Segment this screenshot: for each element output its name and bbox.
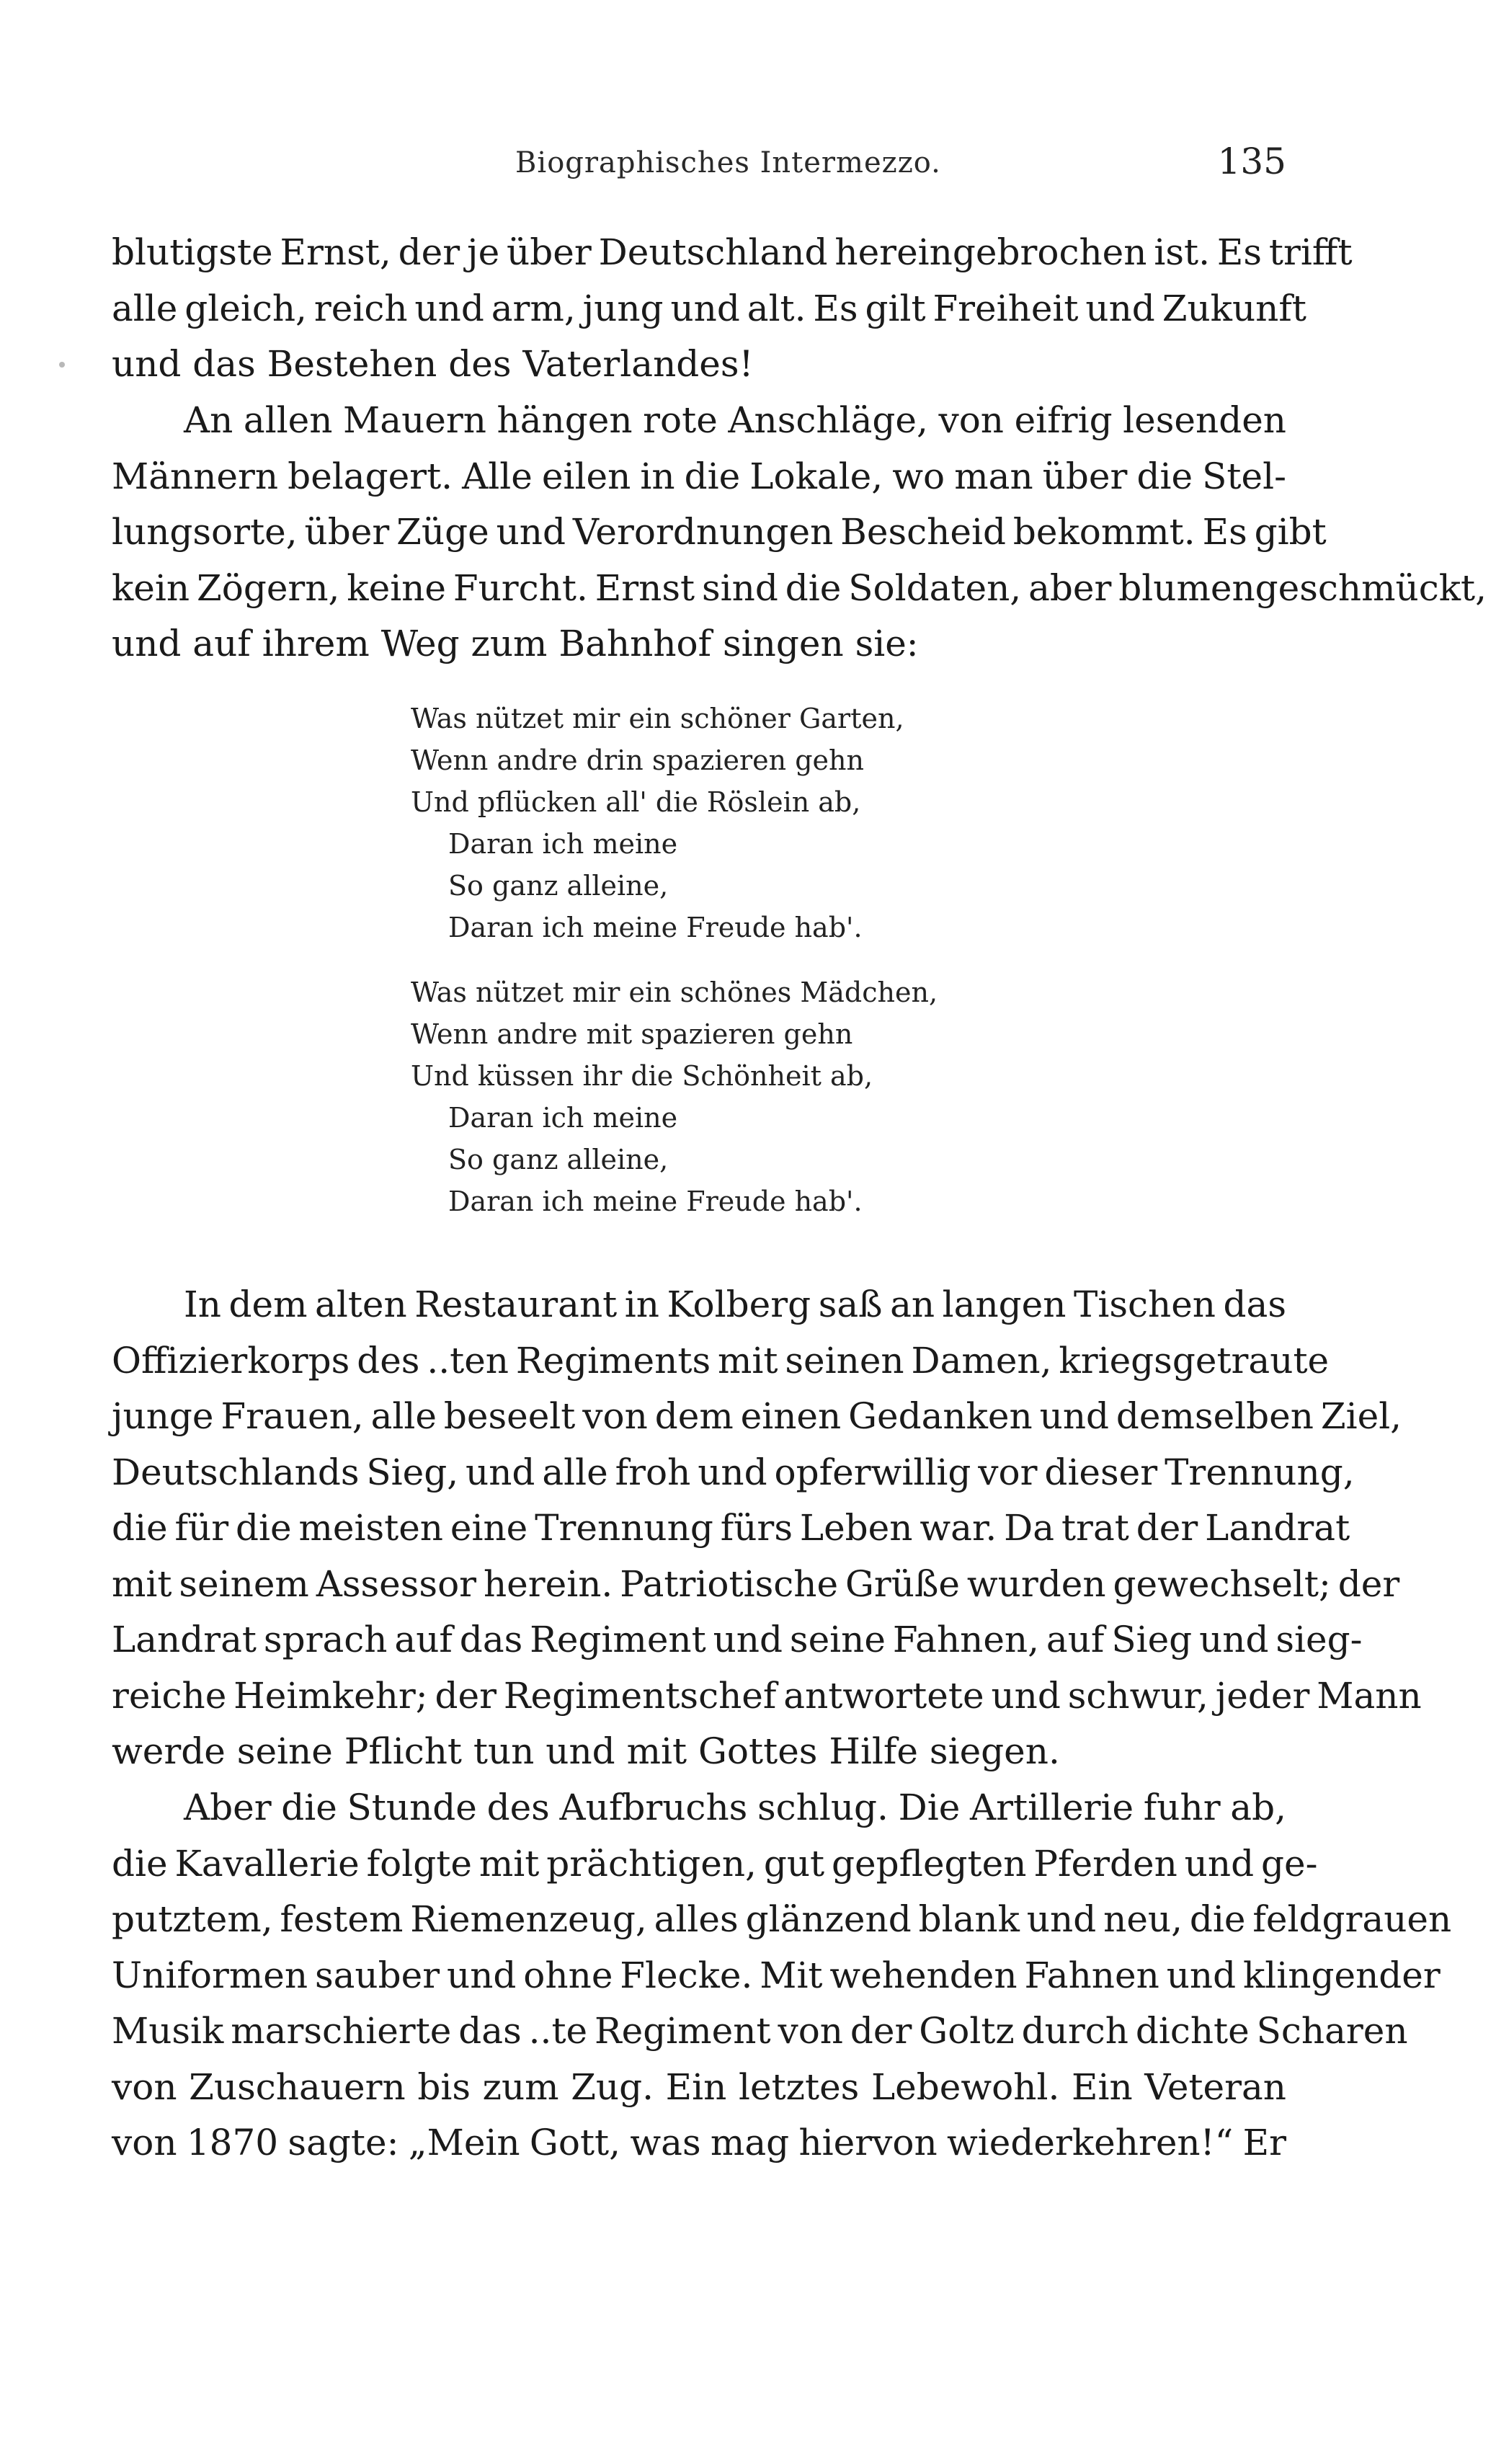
text-line: Männern belagert. Alle eilen in die Lokale, wo man über die Stel-	[112, 455, 1286, 497]
text-line: Landrat sprach auf das Regiment und seine Fahnen, auf Sieg und sieg-	[112, 1619, 1363, 1660]
text-line: In dem alten Restaurant in Kolberg saß an langen Tischen das	[184, 1284, 1286, 1325]
paragraph-anschlaege	[112, 393, 1487, 672]
text-line: von 1870 sagte: „Mein Gott, was mag hiervon wiederkehren!“ Er	[112, 2122, 1286, 2163]
paragraph-kolberg	[112, 1277, 1422, 1780]
text-line: Uniformen sauber und ohne Flecke. Mit wehenden Fahnen und klingender	[112, 1954, 1441, 1996]
paragraph-aufbruch	[112, 1780, 1452, 2171]
song-verse	[411, 698, 938, 1222]
text-line: blutigste Ernst, der je über Deutschland hereingebrochen ist. Es trifft	[112, 231, 1353, 273]
text-line: und auf ihrem Weg zum Bahnhof singen sie:	[112, 623, 919, 664]
verse-line: Und pflücken all' die Röslein ab,	[411, 786, 861, 818]
page-number: 135	[1217, 141, 1286, 182]
verse-line: Daran ich meine	[448, 828, 678, 860]
paragraph-continuation	[112, 225, 1353, 393]
text-line: Deutschlands Sieg, und alle froh und opferwillig vor dieser Trennung,	[112, 1451, 1355, 1493]
stanza-1	[411, 698, 938, 948]
text-line: Aber die Stunde des Aufbruchs schlug. Die Artillerie fuhr ab,	[184, 1787, 1286, 1828]
stanza-2	[411, 971, 938, 1222]
verse-line: Was nützet mir ein schönes Mädchen,	[411, 977, 938, 1008]
running-head	[112, 141, 1286, 191]
verse-line: Daran ich meine Freude hab'.	[448, 1186, 863, 1217]
verse-line: So ganz alleine,	[448, 1144, 669, 1175]
paper-speck	[59, 362, 65, 368]
text-line: junge Frauen, alle beseelt von dem einen Gedanken und demselben Ziel,	[112, 1395, 1402, 1437]
text-line: Offizierkorps des ..ten Regiments mit seinen Damen, kriegsgetraute	[112, 1339, 1330, 1382]
verse-line: Und küssen ihr die Schönheit ab,	[411, 1060, 873, 1092]
text-line: mit seinem Assessor herein. Patriotische Grüße wurden gewechselt; der	[112, 1562, 1400, 1605]
text-line: werde seine Pflicht tun und mit Gottes Hilfe siegen.	[112, 1730, 1060, 1772]
verse-line: Daran ich meine	[448, 1102, 678, 1134]
text-line: die Kavallerie folgte mit prächtigen, gut gepflegten Pferden und ge-	[112, 1842, 1318, 1885]
text-line: kein Zögern, keine Furcht. Ernst sind die Soldaten, aber blumengeschmückt,	[112, 566, 1487, 609]
verse-line: Daran ich meine Freude hab'.	[448, 912, 863, 943]
text-line: Musik marschierte das ..te Regiment von der Goltz durch dichte Scharen	[112, 2010, 1408, 2052]
text-line: reiche Heimkehr; der Regimentschef antwortete und schwur, jeder Mann	[112, 1674, 1422, 1717]
verse-line: Was nützet mir ein schöner Garten,	[411, 703, 904, 734]
verse-line: So ganz alleine,	[448, 870, 669, 902]
text-line: An allen Mauern hängen rote Anschläge, von eifrig lesenden	[184, 399, 1286, 441]
verse-line: Wenn andre drin spazieren gehn	[411, 744, 864, 776]
text-line: die für die meisten eine Trennung fürs Leben war. Da trat der Landrat	[112, 1507, 1350, 1549]
text-line: alle gleich, reich und arm, jung und alt. Es gilt Freiheit und Zukunft	[112, 287, 1306, 329]
text-line: putztem, festem Riemenzeug, alles glänzend blank und neu, die feldgrauen	[112, 1898, 1452, 1940]
running-title: Biographisches Intermezzo.	[515, 146, 941, 179]
text-line: von Zuschauern bis zum Zug. Ein letztes Lebewohl. Ein Veteran	[112, 2065, 1286, 2108]
text-line: und das Bestehen des Vaterlandes!	[112, 343, 754, 385]
text-line: lungsorte, über Züge und Verordnungen Bescheid bekommt. Es gibt	[112, 511, 1327, 553]
verse-line: Wenn andre mit spazieren gehn	[411, 1018, 853, 1050]
